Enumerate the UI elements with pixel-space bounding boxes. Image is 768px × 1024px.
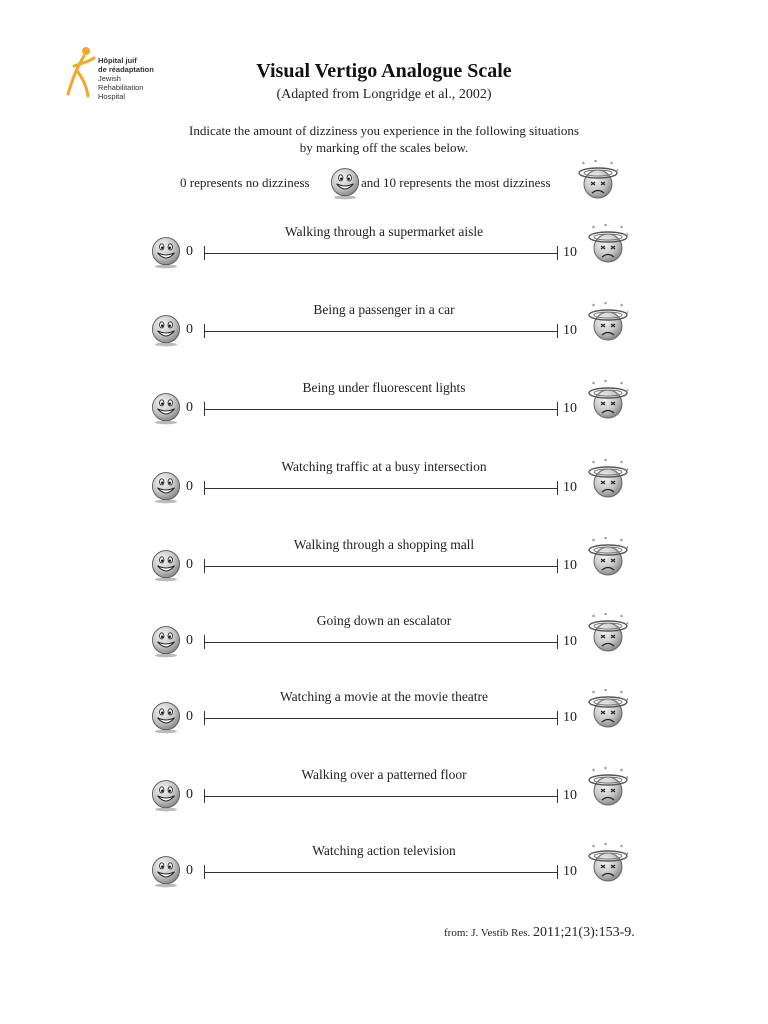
instructions-line-2: by marking off the scales below. <box>299 140 469 155</box>
scale-end-tick <box>557 865 558 879</box>
dizzy-face-icon <box>574 160 622 204</box>
scale-max-label: 10 <box>563 634 577 649</box>
scale-min-label: 0 <box>186 557 193 572</box>
happy-face-icon <box>149 699 183 735</box>
dizzy-face-icon <box>584 459 632 503</box>
scale-min-label: 0 <box>186 709 193 724</box>
scale-min-label: 0 <box>186 863 193 878</box>
happy-face-icon <box>149 234 183 270</box>
scale-min-label: 0 <box>186 479 193 494</box>
logo-line-1: Hôpital juif <box>98 56 137 65</box>
logo-line-3: Jewish <box>98 74 121 83</box>
scale-min-label: 0 <box>186 244 193 259</box>
dizzy-face-icon <box>584 843 632 887</box>
page-title: Visual Vertigo Analogue Scale <box>256 60 512 82</box>
rating-scale-line[interactable] <box>204 872 558 873</box>
dizzy-face-icon <box>584 689 632 733</box>
scale-max-label: 10 <box>563 710 577 725</box>
scale-end-tick <box>557 481 558 495</box>
dizzy-face-icon <box>584 767 632 811</box>
scale-item-label: Walking through a shopping mall <box>293 537 475 552</box>
logo-line-5: Hospital <box>98 92 126 101</box>
rating-scale-line[interactable] <box>204 642 558 643</box>
scale-max-label: 10 <box>563 788 577 803</box>
legend-left-text: 0 represents no dizziness <box>180 175 310 190</box>
rating-scale-line[interactable] <box>204 253 558 254</box>
source-prefix: from: J. Vestib Res. <box>444 927 531 939</box>
scale-min-label: 0 <box>186 633 193 648</box>
scale-item-label: Being a passenger in a car <box>313 302 455 317</box>
dizzy-face-icon <box>584 380 632 424</box>
scale-item-label: Watching traffic at a busy intersection <box>281 459 487 474</box>
legend-right-text: and 10 represents the most dizziness <box>361 175 551 190</box>
happy-face-icon <box>149 777 183 813</box>
dizzy-face-icon <box>584 537 632 581</box>
happy-face-icon <box>149 623 183 659</box>
scale-end-tick <box>557 711 558 725</box>
page-subtitle: (Adapted from Longridge et al., 2002) <box>276 87 492 102</box>
scale-max-label: 10 <box>563 401 577 416</box>
instructions-line-1: Indicate the amount of dizziness you experience in the following situations <box>189 123 579 138</box>
scale-item-label: Going down an escalator <box>316 613 452 628</box>
scale-max-label: 10 <box>563 323 577 338</box>
happy-face-icon <box>149 390 183 426</box>
rating-scale-line[interactable] <box>204 566 558 567</box>
scale-end-tick <box>557 246 558 260</box>
logo-line-2: de réadaptation <box>98 65 154 74</box>
scale-item-label: Being under fluorescent lights <box>302 380 466 395</box>
dizzy-face-icon <box>584 224 632 268</box>
rating-scale-line[interactable] <box>204 331 558 332</box>
dizzy-face-icon <box>584 613 632 657</box>
happy-face-icon <box>149 469 183 505</box>
happy-face-icon <box>149 547 183 583</box>
source-citation <box>444 925 635 941</box>
dizzy-face-icon <box>584 302 632 346</box>
scale-item-label: Walking through a supermarket aisle <box>284 224 484 239</box>
scale-end-tick <box>557 789 558 803</box>
source-reference: 2011;21(3):153-9. <box>533 925 635 940</box>
scale-item-label: Watching action television <box>312 843 456 858</box>
scale-end-tick <box>557 635 558 649</box>
scale-max-label: 10 <box>563 864 577 879</box>
scale-end-tick <box>557 324 558 338</box>
scale-item-label: Watching a movie at the movie theatre <box>279 689 489 704</box>
scale-min-label: 0 <box>186 787 193 802</box>
scale-end-tick <box>557 559 558 573</box>
rating-scale-line[interactable] <box>204 796 558 797</box>
rating-scale-line[interactable] <box>204 718 558 719</box>
scale-item-label: Walking over a patterned floor <box>301 767 467 782</box>
scale-min-label: 0 <box>186 322 193 337</box>
scale-max-label: 10 <box>563 480 577 495</box>
rating-scale-line[interactable] <box>204 409 558 410</box>
scale-min-label: 0 <box>186 400 193 415</box>
rating-scale-line[interactable] <box>204 488 558 489</box>
logo-line-4: Rehabilitation <box>98 83 144 92</box>
scale-max-label: 10 <box>563 245 577 260</box>
happy-face-icon <box>328 166 362 200</box>
happy-face-icon <box>149 312 183 348</box>
scale-max-label: 10 <box>563 558 577 573</box>
happy-face-icon <box>149 853 183 889</box>
scale-end-tick <box>557 402 558 416</box>
